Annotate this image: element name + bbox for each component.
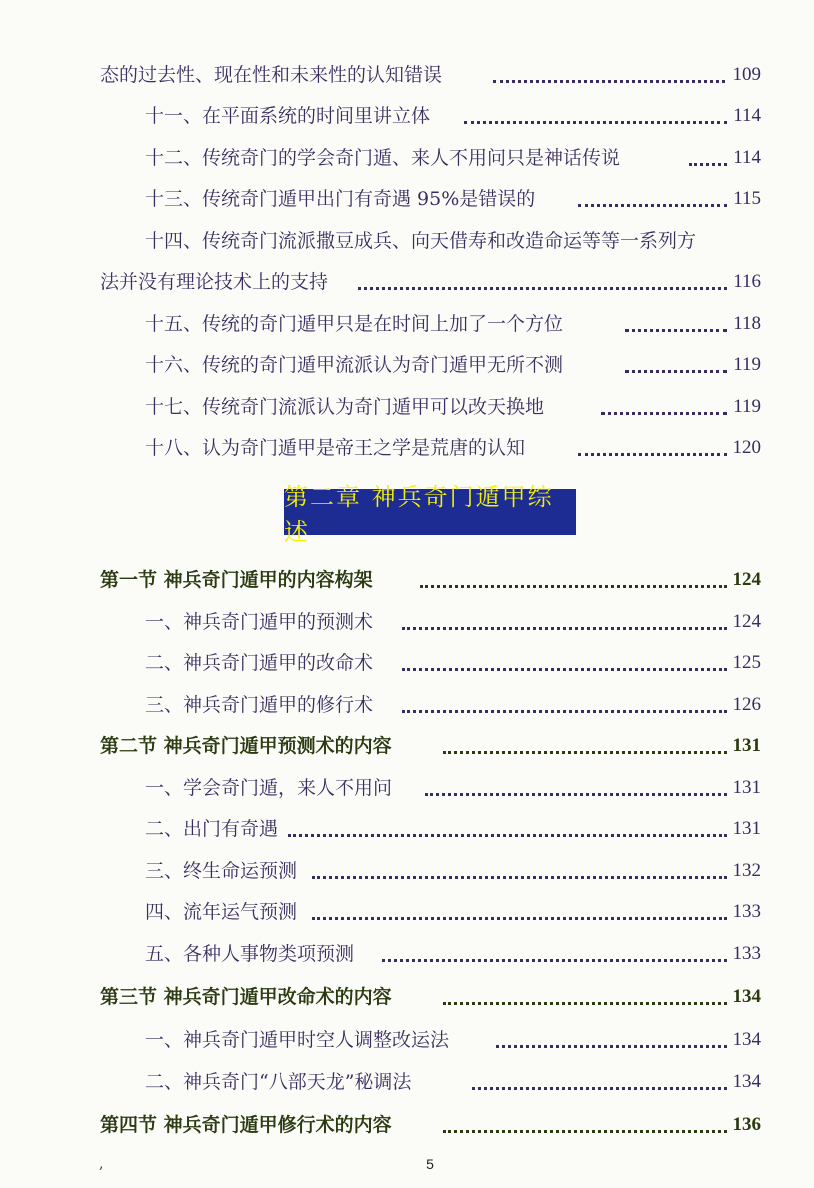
chapter-heading — [284, 483, 576, 546]
leader-dots — [578, 427, 727, 456]
section-title: 第二节 神兵奇门遁甲预测术的内容 — [100, 735, 392, 757]
entry-page: 109 — [732, 64, 761, 85]
entry-title: 三、终生命运预测 — [145, 860, 298, 882]
entry-title: 十七、传统奇门流派认为奇门遁甲可以改天换地 — [145, 396, 545, 418]
entry-title: 十八、认为奇门遁甲是帝王之学是荒唐的认知 — [145, 437, 526, 459]
page-number: 5 — [426, 1156, 434, 1172]
leader-dots — [493, 54, 725, 83]
toc-entry — [0, 941, 814, 981]
section-title: 第一节 神兵奇门遁甲的内容构架 — [100, 569, 373, 591]
section-page: 131 — [732, 735, 761, 756]
leader-dots — [578, 178, 727, 207]
toc-entry — [0, 1069, 814, 1109]
leader-dots — [625, 344, 727, 373]
entry-page: 131 — [732, 818, 761, 839]
entry-title: 十五、传统的奇门遁甲只是在时间上加了一个方位 — [145, 313, 564, 335]
leader-dots — [402, 684, 727, 713]
footer-mark: , — [99, 1156, 104, 1172]
entry-title: 十四、传统奇门流派撒豆成兵、向天借寿和改造命运等等一系列方 — [145, 230, 697, 252]
section-page: 136 — [732, 1114, 761, 1135]
leader-dots — [402, 642, 727, 671]
leader-dots — [425, 767, 727, 796]
entry-title: 一、神兵奇门遁甲时空人调整改运法 — [145, 1029, 450, 1051]
leader-dots — [496, 1019, 727, 1048]
leader-dots — [312, 850, 727, 879]
leader-dots — [358, 261, 727, 290]
entry-page: 116 — [733, 271, 761, 292]
entry-page: 125 — [732, 652, 761, 673]
section-entry — [0, 1112, 814, 1152]
leader-dots — [464, 95, 727, 124]
toc-entry — [0, 435, 814, 475]
entry-title: 十二、传统奇门的学会奇门遁、来人不用问只是神话传说 — [145, 147, 621, 169]
entry-title: 十三、传统奇门遁甲出门有奇遇 95%是错误的 — [145, 188, 536, 210]
leader-dots — [402, 601, 727, 630]
leader-dots — [288, 808, 727, 837]
leader-dots — [312, 891, 727, 920]
entry-page: 133 — [732, 901, 761, 922]
section-title: 第三节 神兵奇门遁甲改命术的内容 — [100, 986, 392, 1008]
leader-dots — [443, 725, 727, 754]
entry-title: 法并没有理论技术上的支持 — [100, 271, 329, 293]
entry-page: 115 — [733, 188, 761, 209]
chapter-title: 第二章 神兵奇门遁甲综述 — [284, 483, 554, 546]
entry-title: 二、神兵奇门“八部天龙”秘调法 — [145, 1071, 412, 1093]
leader-dots — [443, 976, 727, 1005]
entry-title: 二、出门有奇遇 — [145, 818, 279, 840]
entry-page: 118 — [733, 313, 761, 334]
entry-page: 132 — [732, 860, 761, 881]
leader-dots — [443, 1104, 727, 1133]
leader-dots — [382, 933, 727, 962]
entry-title: 四、流年运气预测 — [145, 901, 298, 923]
entry-page: 134 — [732, 1071, 761, 1092]
entry-page: 133 — [732, 943, 761, 964]
entry-page: 119 — [733, 354, 761, 375]
toc-entry — [0, 186, 814, 226]
leader-dots — [420, 559, 727, 588]
leader-dots — [689, 137, 727, 166]
entry-page: 134 — [732, 1029, 761, 1050]
section-title: 第四节 神兵奇门遁甲修行术的内容 — [100, 1114, 392, 1136]
entry-title: 二、神兵奇门遁甲的改命术 — [145, 652, 374, 674]
entry-page: 119 — [733, 396, 761, 417]
entry-title: 三、神兵奇门遁甲的修行术 — [145, 694, 374, 716]
entry-page: 120 — [732, 437, 761, 458]
entry-title: 一、学会奇门遁，来人不用问 — [145, 777, 393, 799]
section-page: 124 — [732, 569, 761, 590]
entry-page: 114 — [733, 105, 761, 126]
section-page: 134 — [732, 986, 761, 1007]
entry-title: 十六、传统的奇门遁甲流派认为奇门遁甲无所不测 — [145, 354, 564, 376]
leader-dots — [472, 1061, 727, 1090]
entry-page: 131 — [732, 777, 761, 798]
entry-page: 114 — [733, 147, 761, 168]
entry-title: 十一、在平面系统的时间里讲立体 — [145, 105, 431, 127]
entry-title: 一、神兵奇门遁甲的预测术 — [145, 611, 374, 633]
entry-title: 五、各种人事物类项预测 — [145, 943, 355, 965]
entry-page: 126 — [732, 694, 761, 715]
entry-page: 124 — [732, 611, 761, 632]
section-entry — [0, 984, 814, 1024]
entry-title: 态的过去性、现在性和未来性的认知错误 — [100, 64, 443, 86]
leader-dots — [625, 303, 727, 332]
leader-dots — [601, 386, 727, 415]
